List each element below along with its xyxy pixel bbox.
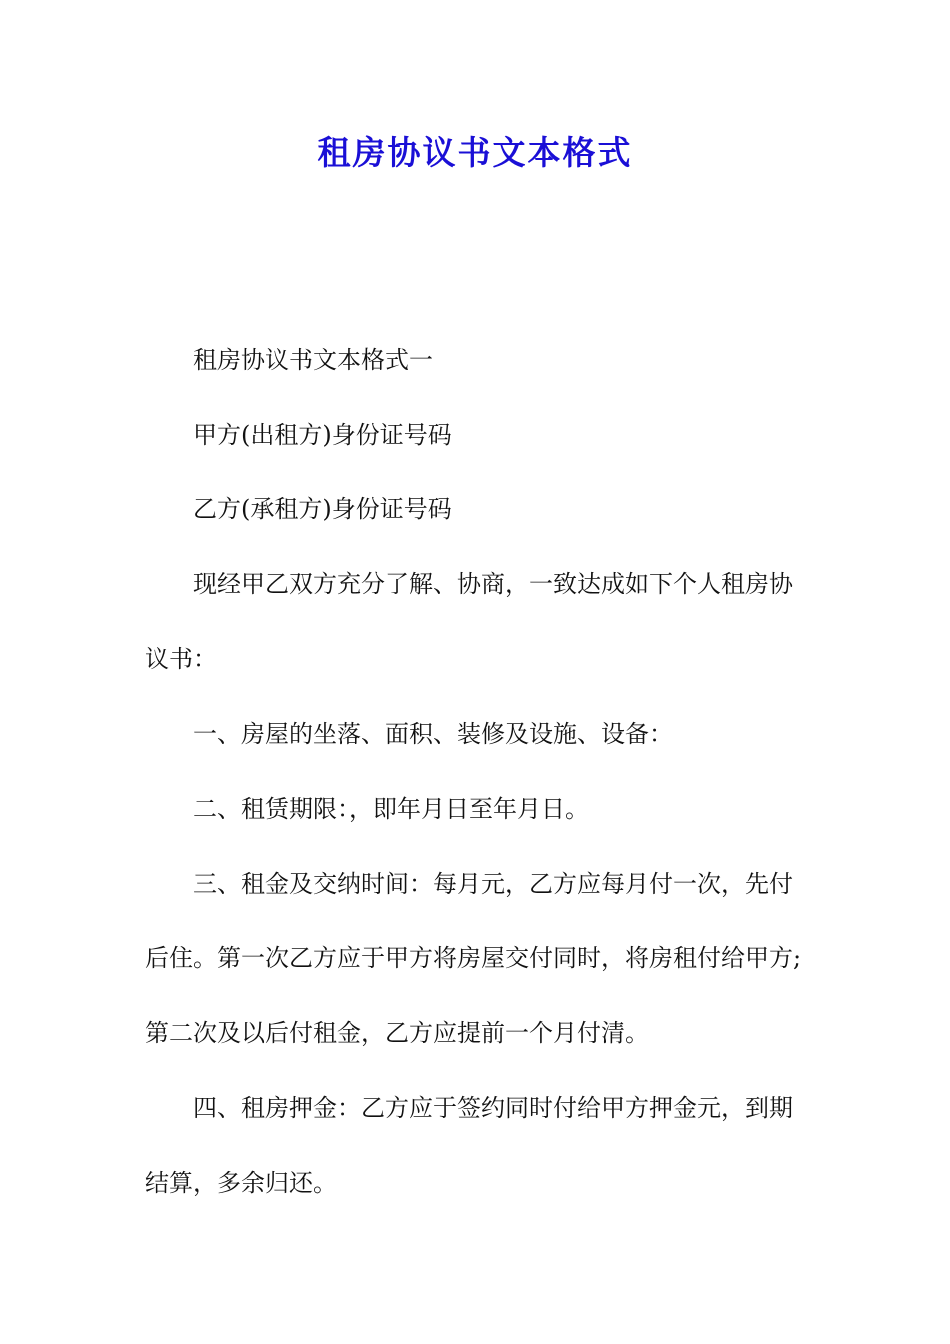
document-title: 租房协议书文本格式 bbox=[317, 133, 633, 172]
clause-3-line-3: 第二次及以后付租金，乙方应提前一个月付清。 bbox=[145, 1019, 649, 1047]
party-b-line: 乙方(承租方)身份证号码 bbox=[193, 495, 452, 523]
section-heading: 租房协议书文本格式一 bbox=[193, 346, 433, 374]
agreement-intro-line-1: 现经甲乙双方充分了解、协商，一致达成如下个人租房协 bbox=[193, 570, 793, 598]
party-a-line: 甲方(出租方)身份证号码 bbox=[193, 421, 452, 449]
clause-1: 一、房屋的坐落、面积、装修及设施、设备： bbox=[193, 720, 673, 748]
clause-4-line-2: 结算，多余归还。 bbox=[145, 1169, 337, 1197]
clause-4-line-1: 四、租房押金：乙方应于签约同时付给甲方押金元，到期 bbox=[193, 1094, 793, 1122]
clause-3-line-1: 三、租金及交纳时间：每月元，乙方应每月付一次，先付 bbox=[193, 870, 793, 898]
clause-3-line-2: 后住。第一次乙方应于甲方将房屋交付同时，将房租付给甲方; bbox=[145, 944, 802, 972]
agreement-intro-line-2: 议书： bbox=[145, 645, 217, 673]
clause-2: 二、租赁期限：，即年月日至年月日。 bbox=[193, 795, 589, 823]
